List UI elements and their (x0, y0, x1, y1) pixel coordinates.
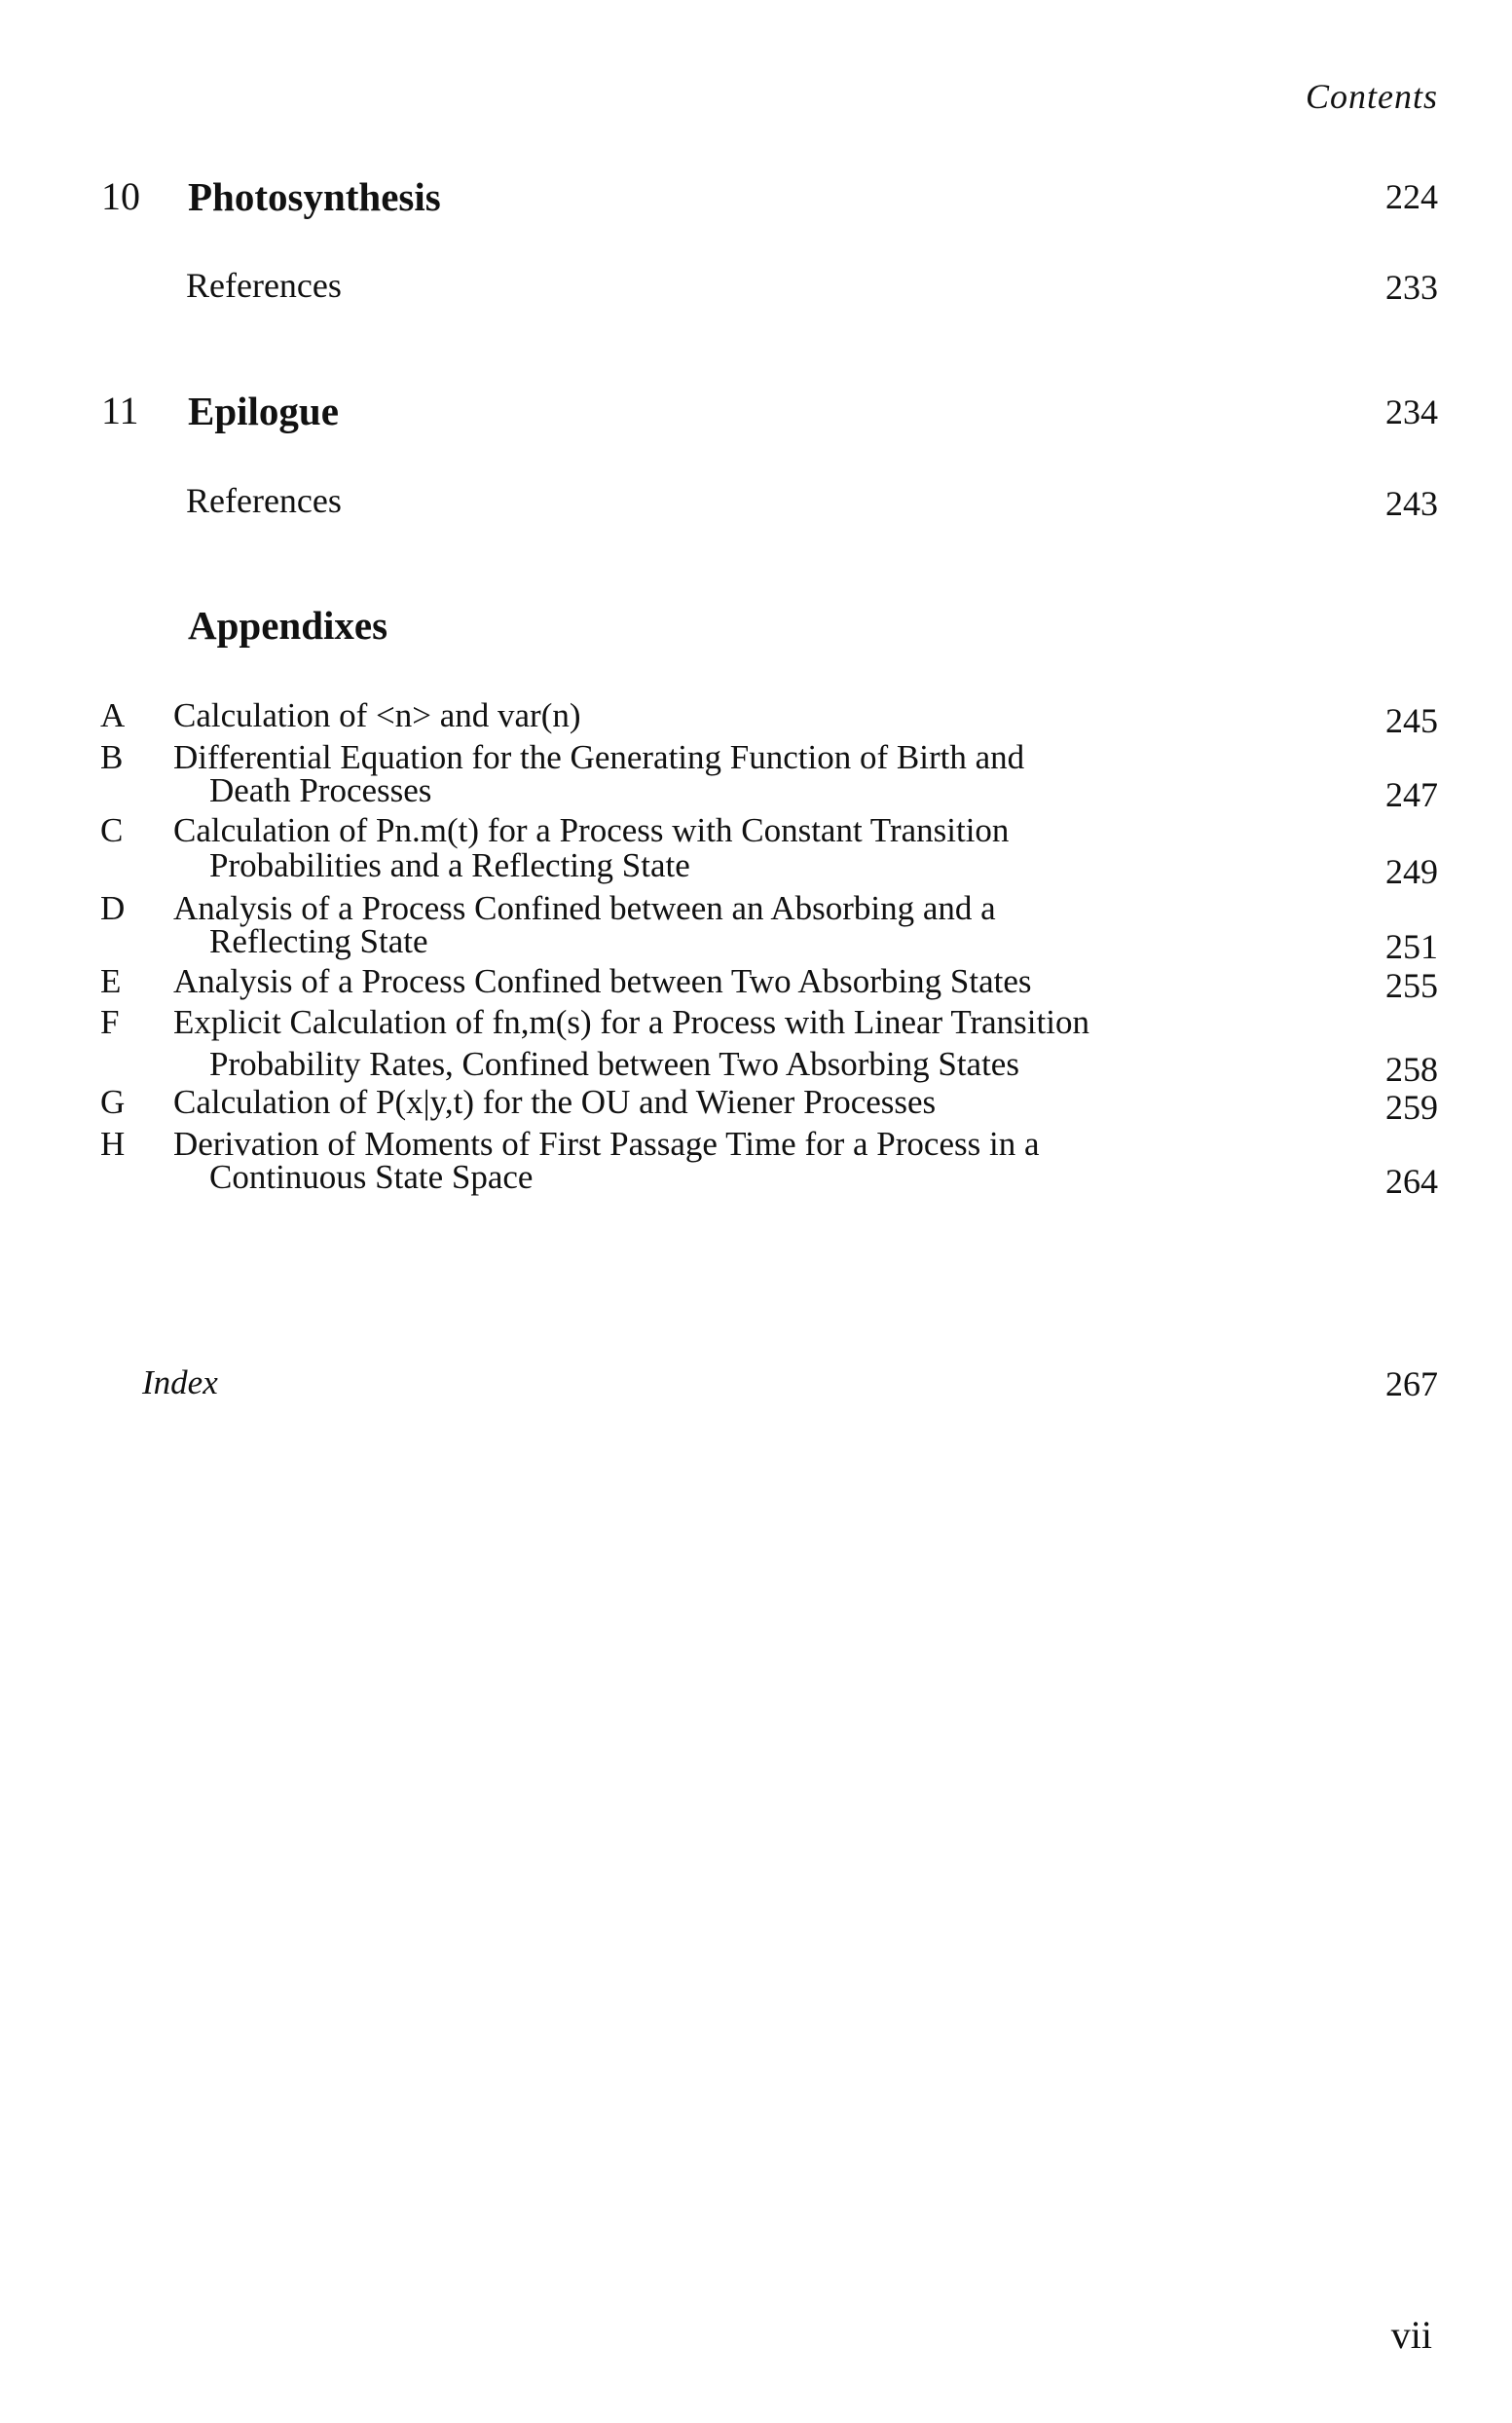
appendix-letter: B (100, 738, 124, 776)
index-page-number: 267 (1385, 1364, 1438, 1403)
appendix-title-line2: Probabilities and a Reflecting State (209, 846, 690, 884)
appendix-title-line1: Differential Equation for the Generating Function of Birth and (173, 738, 1025, 776)
chapter-page-number: 234 (1385, 392, 1438, 431)
appendix-title-line1: Calculation of P(x|y,t) for the OU and Wiener Processes (173, 1083, 937, 1121)
appendix-title-line2: Death Processes (209, 771, 432, 809)
appendix-letter: D (100, 889, 126, 927)
appendix-title-line2: Reflecting State (209, 922, 428, 960)
appendix-page-number: 264 (1385, 1162, 1438, 1201)
chapter-title: Photosynthesis (188, 174, 441, 219)
references-label: References (186, 481, 342, 520)
appendix-page-number: 251 (1385, 927, 1438, 966)
appendixes-heading: Appendixes (188, 603, 388, 648)
appendix-title-line1: Analysis of a Process Confined between Two Absorbing States (173, 962, 1032, 1000)
appendix-letter: H (100, 1125, 126, 1163)
appendix-page-number: 259 (1385, 1088, 1438, 1127)
references-page-number: 243 (1385, 484, 1438, 523)
appendix-title-line2: Continuous State Space (209, 1158, 534, 1196)
references-label: References (186, 266, 342, 305)
chapter-page-number: 224 (1385, 177, 1438, 216)
chapter-number: 11 (101, 389, 139, 432)
chapter-number: 10 (101, 174, 140, 218)
chapter-title: Epilogue (188, 389, 339, 433)
appendix-title-line1: Calculation of <n> and var(n) (173, 696, 581, 734)
appendix-page-number: 245 (1385, 701, 1438, 740)
appendix-page-number: 249 (1385, 852, 1438, 891)
page-folio: vii (1390, 2313, 1432, 2357)
appendix-letter: F (100, 1003, 120, 1041)
appendix-letter: G (100, 1083, 126, 1121)
appendix-letter: E (100, 962, 122, 1000)
appendix-title-line1: Calculation of Pn.m(t) for a Process with Constant Transition (173, 811, 1010, 849)
appendix-letter: A (100, 696, 126, 734)
appendix-page-number: 255 (1385, 966, 1438, 1005)
running-head: Contents (1305, 77, 1438, 116)
appendix-title-line1: Explicit Calculation of fn,m(s) for a Process with Linear Transition (173, 1003, 1089, 1041)
appendix-page-number: 247 (1385, 775, 1438, 814)
appendix-title-line1: Derivation of Moments of First Passage Time for a Process in a (173, 1125, 1040, 1163)
appendix-title-line2: Probability Rates, Confined between Two Absorbing States (209, 1045, 1019, 1083)
references-page-number: 233 (1385, 268, 1438, 307)
index-label: Index (142, 1363, 218, 1401)
appendix-letter: C (100, 811, 124, 849)
appendix-page-number: 258 (1385, 1050, 1438, 1089)
appendix-title-line1: Analysis of a Process Confined between an Absorbing and a (173, 889, 996, 927)
